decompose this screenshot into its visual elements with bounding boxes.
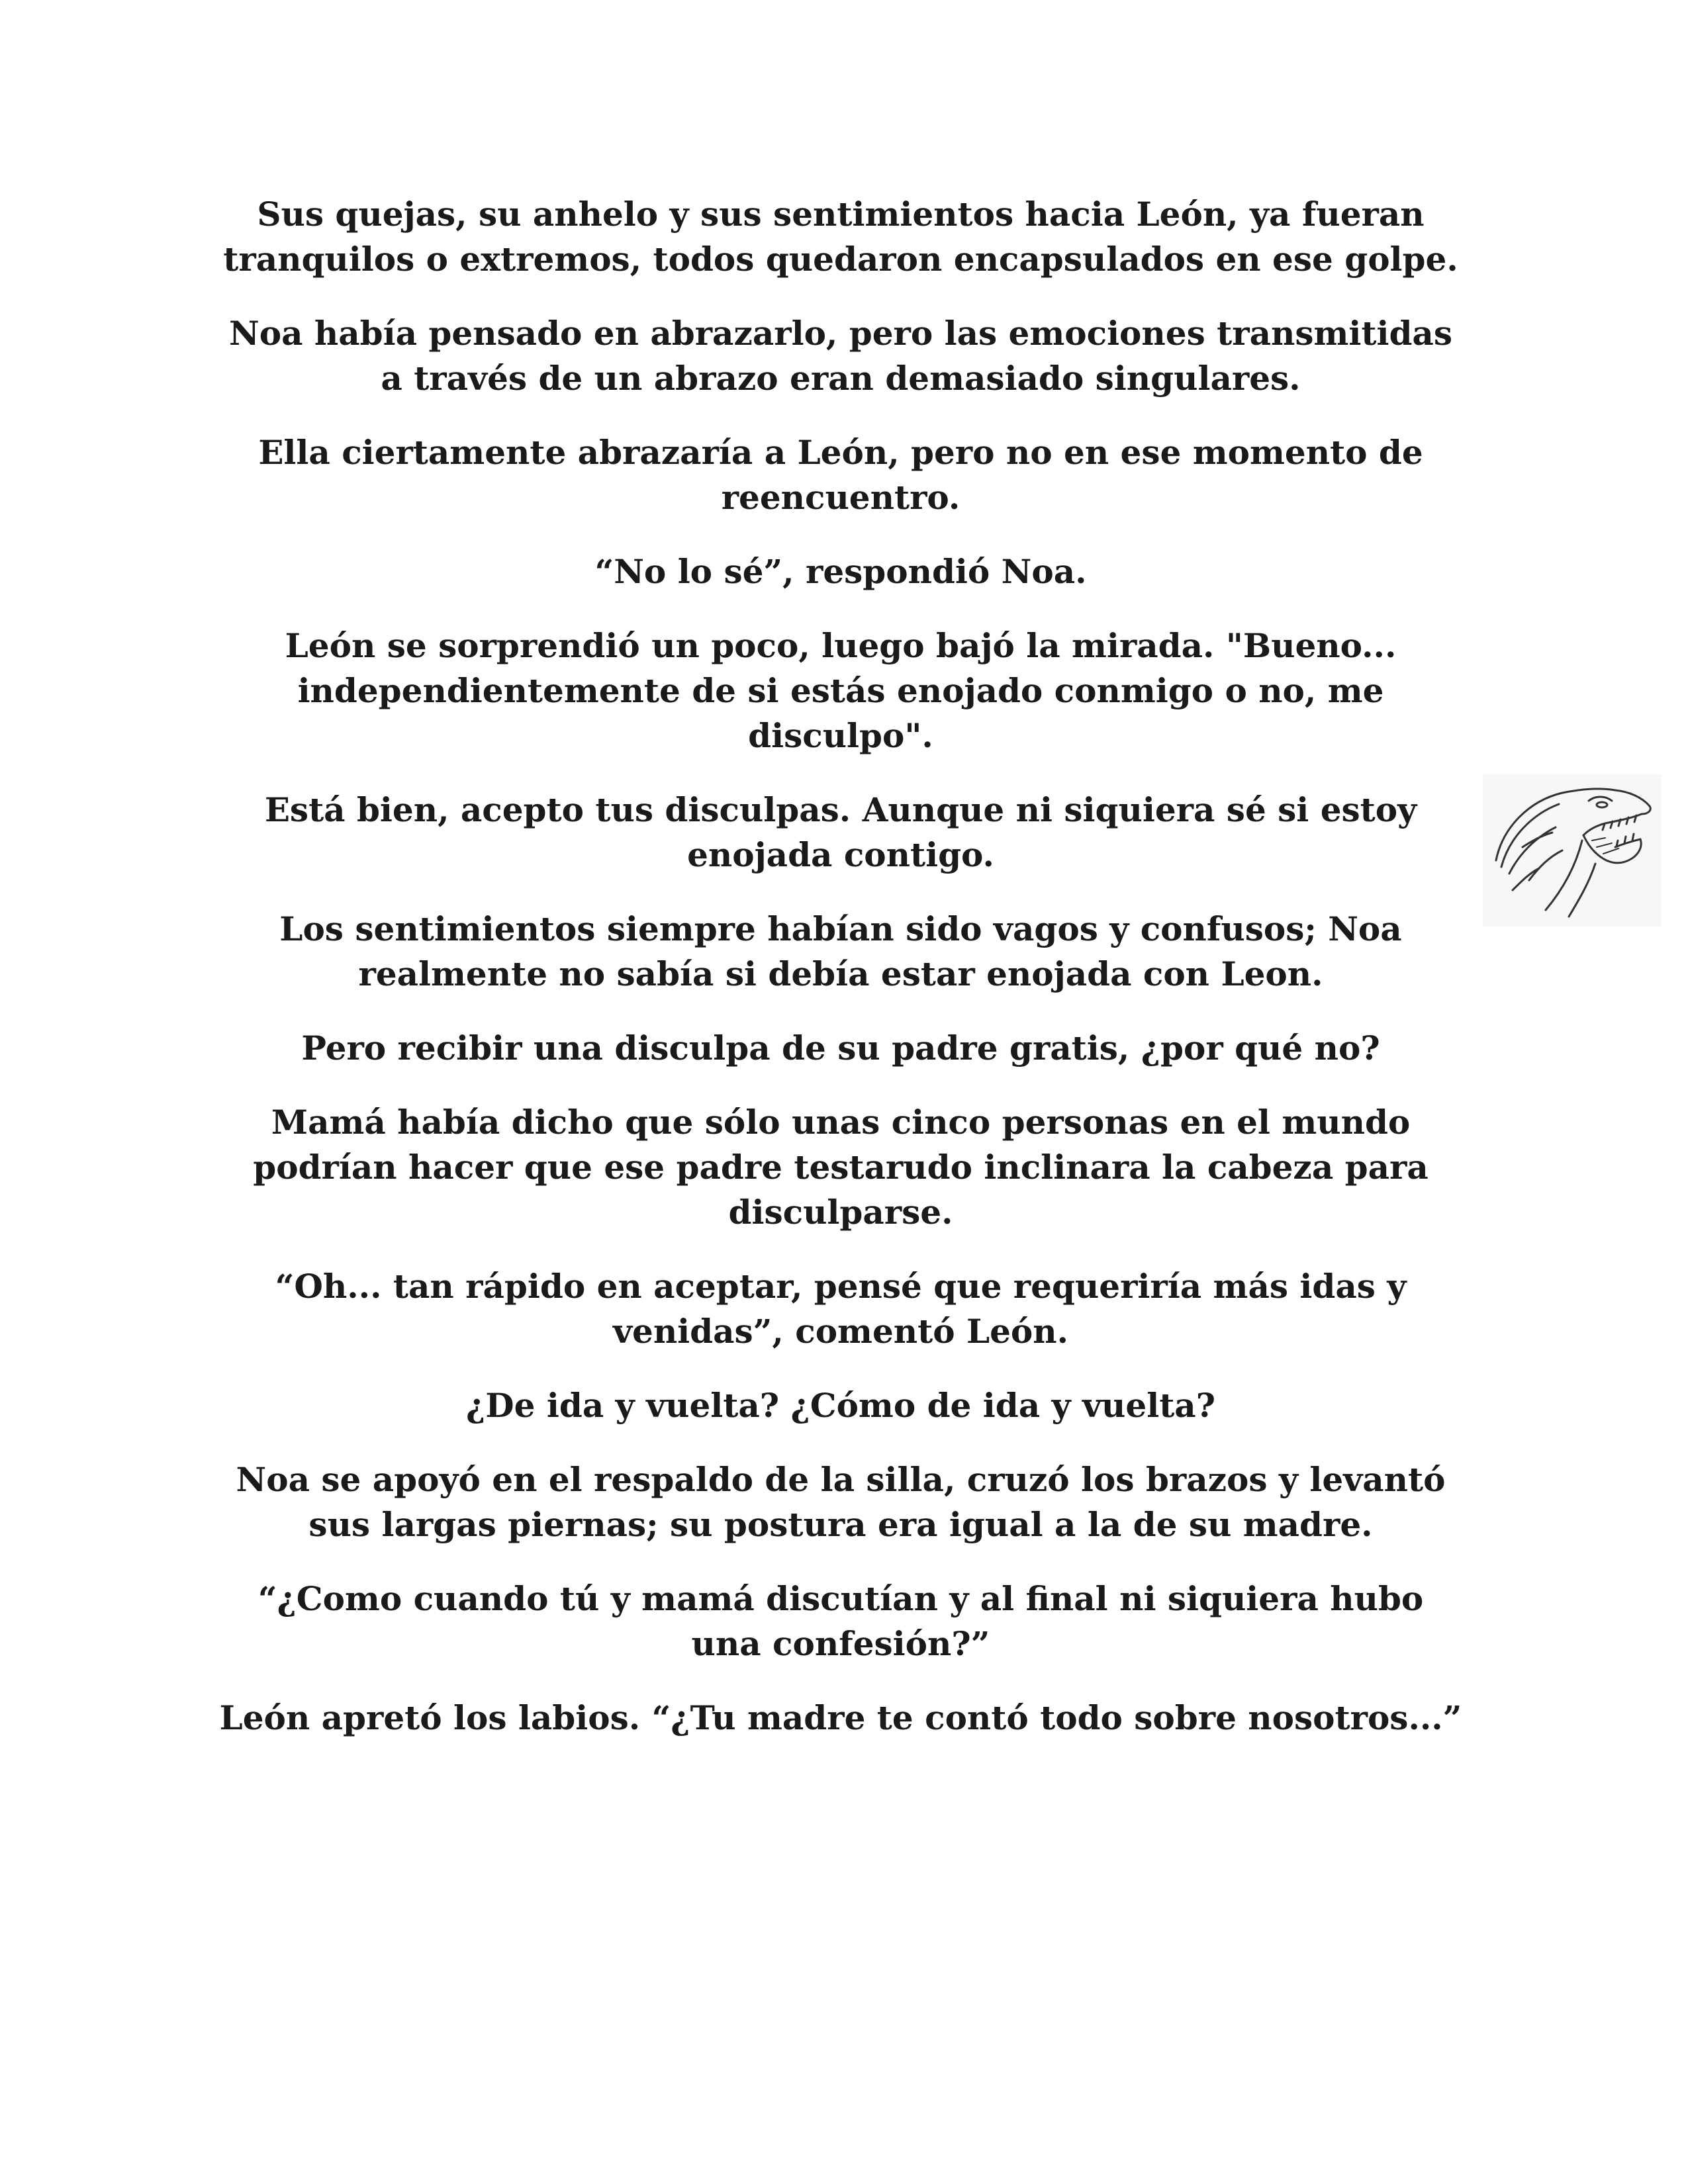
paragraph-9: Mamá había dicho que sólo unas cinco personas en el mundo podrían hacer que ese padre testarudo inclinara la cabeza para disculparse. [253, 1103, 1429, 1232]
paragraph-6: Está bien, acepto tus disculpas. Aunque ni siquiera sé si estoy enojada contigo. [264, 790, 1417, 874]
paragraph-3: Ella ciertamente abrazaría a León, pero no en ese momento de reencuentro. [258, 433, 1423, 517]
dinosaur-head-icon [1483, 774, 1662, 927]
paragraph-2: Noa había pensado en abrazarlo, pero las emociones transmitidas a través de un abrazo eran demasiado singulares. [229, 314, 1452, 398]
paragraph-4: “No lo sé”, respondió Noa. [594, 552, 1087, 591]
paragraph-12: Noa se apoyó en el respaldo de la silla, cruzó los brazos y levantó sus largas piernas; su postura era igual a la de su madre. [236, 1460, 1446, 1544]
paragraph-10: “Oh... tan rápido en aceptar, pensé que requeriría más idas y venidas”, comentó León. [275, 1267, 1407, 1351]
paragraph-11: ¿De ida y vuelta? ¿Cómo de ida y vuelta? [465, 1386, 1215, 1425]
paragraph-5: León se sorprendió un poco, luego bajó la mirada. "Bueno... independientemente de si estás enojado conmigo o no, me disculpo". [285, 626, 1397, 755]
paragraph-13: “¿Como cuando tú y mamá discutían y al final ni siquiera hubo una confesión?” [258, 1579, 1424, 1663]
document-body [218, 192, 1463, 1770]
paragraph-7: Los sentimientos siempre habían sido vagos y confusos; Noa realmente no sabía si debía estar enojada con Leon. [279, 909, 1402, 993]
paragraph-8: Pero recibir una disculpa de su padre gratis, ¿por qué no? [301, 1028, 1380, 1068]
paragraph-14: León apretó los labios. “¿Tu madre te contó todo sobre nosotros...” [219, 1698, 1462, 1737]
paragraph-1: Sus quejas, su anhelo y sus sentimientos hacia León, ya fueran tranquilos o extremos, todos quedaron encapsulados en ese golpe. [223, 195, 1458, 279]
